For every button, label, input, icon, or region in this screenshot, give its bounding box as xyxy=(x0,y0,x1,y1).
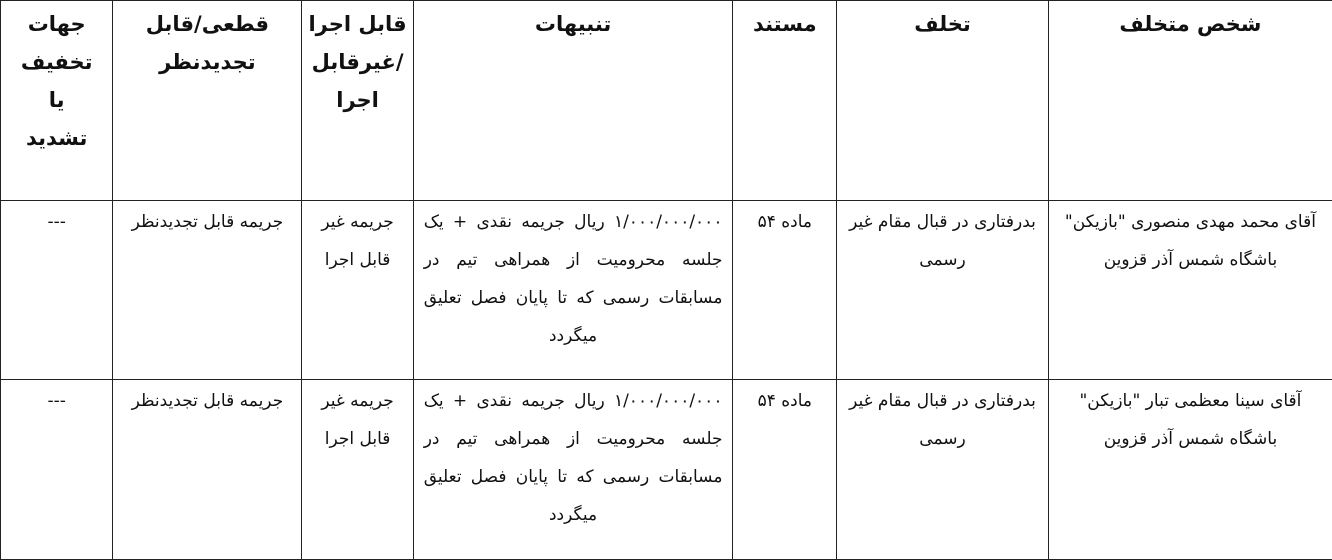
header-basis: مستند xyxy=(733,1,837,201)
header-finality xyxy=(113,1,302,201)
cell-finality: جریمه قابل تجدیدنظر xyxy=(113,200,302,380)
header-mitigation-line: تشدید xyxy=(1,119,112,157)
cell-enforceability: جریمه غیر قابل اجرا xyxy=(302,380,413,560)
header-finality-line: قطعی/قابل xyxy=(113,5,301,43)
cell-basis: ماده ۵۴ xyxy=(733,200,837,380)
cell-basis: ماده ۵۴ xyxy=(733,380,837,560)
cell-penalties: ۱/۰۰۰/۰۰۰/۰۰۰ ریال جریمه نقدی + یک جلسه محرومیت از همراهی تیم در مسابقات رسمی که تا پایان فصل تعلیق میگردد xyxy=(413,380,733,560)
cell-offender: آقای سینا معظمی تبار "بازیکن" باشگاه شمس آذر قزوین xyxy=(1048,380,1332,560)
header-offender: شخص متخلف xyxy=(1048,1,1332,201)
cell-violation: بدرفتاری در قبال مقام غیر رسمی xyxy=(837,200,1049,380)
header-penalties: تنبیهات xyxy=(413,1,733,201)
header-mitigation-line: تخفیف xyxy=(1,43,112,81)
header-row xyxy=(1,1,1332,201)
cell-enforceability: جریمه غیر قابل اجرا xyxy=(302,200,413,380)
header-violation: تخلف xyxy=(837,1,1049,201)
header-enforceability-line: قابل اجرا xyxy=(302,5,412,43)
header-enforceability-line: اجرا xyxy=(302,81,412,119)
cell-violation: بدرفتاری در قبال مقام غیر رسمی xyxy=(837,380,1049,560)
header-enforceability-line: /غیرقابل xyxy=(302,43,412,81)
header-mitigation xyxy=(1,1,113,201)
header-mitigation-line: جهات xyxy=(1,5,112,43)
table-row xyxy=(1,380,1332,560)
cell-finality: جریمه قابل تجدیدنظر xyxy=(113,380,302,560)
table-row xyxy=(1,200,1332,380)
cell-penalties: ۱/۰۰۰/۰۰۰/۰۰۰ ریال جریمه نقدی + یک جلسه محرومیت از همراهی تیم در مسابقات رسمی که تا پایان فصل تعلیق میگردد xyxy=(413,200,733,380)
header-finality-line: تجدیدنظر xyxy=(113,43,301,81)
cell-offender: آقای محمد مهدی منصوری "بازیکن" باشگاه شمس آذر قزوین xyxy=(1048,200,1332,380)
header-mitigation-line: یا xyxy=(1,81,112,119)
cell-mitigation: --- xyxy=(1,200,113,380)
cell-mitigation: --- xyxy=(1,380,113,560)
header-enforceability xyxy=(302,1,413,201)
